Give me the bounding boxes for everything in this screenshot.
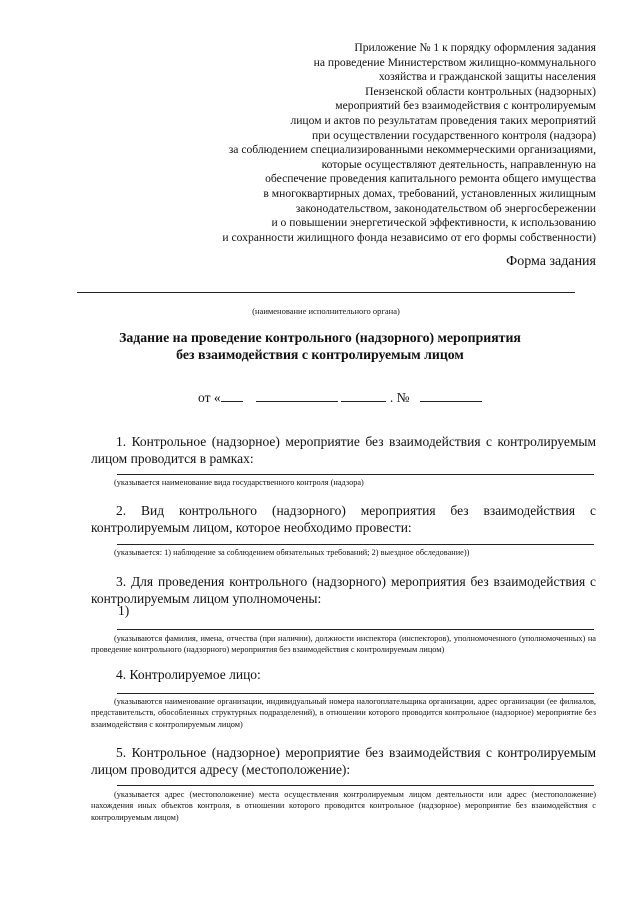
section-1-field-line[interactable] [117,474,594,475]
header-line: лицом и актов по результатам проведения таких мероприятий [290,113,596,127]
header-line: мероприятий без взаимодействия с контролируемым [335,99,596,113]
year-field[interactable] [341,388,386,402]
date-number-line [198,388,482,406]
header-line: хозяйства и гражданской защиты населения [378,70,596,84]
section-4-note: (указываются наименование организации, индивидуальный номера налогоплательщика организации, адрес организации (ее филиалов, представительств, обособленных структурных подразделений), в отношении которого проводится контрольное (надзорное) мероприятие без взаимодействия с контролируемым лицом) [91,697,596,729]
org-name-caption: (наименование исполнительного органа) [252,306,400,316]
section-5-field-line[interactable] [117,785,594,786]
date-prefix: от « [198,390,221,405]
section-3-note: (указываются фамилия, имена, отчества (при наличии), должности инспектора (инспекторов), уполномоченного (уполномоченных) на проведение контрольного (надзорного) мероприятия без взаимодействия с контролируемым лицом) [91,634,596,655]
header-line: обеспечение проведения капитального ремонта общего имущества [265,172,596,186]
section-5-text: 5. Контрольное (надзорное) мероприятие без взаимодействия с контролируемым лицом проводится адресу (местоположение): [91,745,596,777]
number-field[interactable] [420,388,482,402]
header-line: которые осуществляют деятельность, направленную на [321,157,596,171]
header-line: Пензенской области контрольных (надзорных) [365,84,596,98]
day-field[interactable] [221,388,243,402]
header-line: и о повышении энергетической эффективности, к использованию [271,216,596,230]
section-3-text: 3. Для проведения контрольного (надзорного) мероприятия без взаимодействия с контролируемым лицом уполномочены: [91,574,596,606]
section-1-note: (указывается наименование вида государственного контроля (надзора) [114,478,364,487]
section-2-field-line[interactable] [117,544,594,545]
header-line: при осуществлении государственного контроля (надзора) [312,128,596,142]
header-line: и сохранности жилищного фонда независимо от его формы собственности) [222,230,596,244]
section-2-note: (указывается: 1) наблюдение за соблюдением обязательных требований; 2) выездное обследование)) [114,548,470,557]
month-field[interactable] [256,388,338,402]
section-4-field-line[interactable] [117,693,594,694]
form-label: Форма задания [506,254,596,269]
org-name-field-line[interactable] [77,292,575,293]
header-line: за соблюдением специализированными некоммерческими организациями, [228,143,596,157]
section-3-field-line[interactable] [117,629,594,630]
number-label: . № [389,390,410,405]
header-line: в многоквартирных домах, требований, установленных жилищным [263,186,596,200]
section-5-note: (указывается адрес (местоположение) места осуществления контролируемым лицом деятельности или адрес (местоположение) нахождения иных объектов контроля, в отношении которого проводится контрольное (надзорное) мероприятие без взаимодействия с контролируемым лицом) [91,790,596,822]
appendix-header [166,41,596,245]
title-line-1: Задание на проведение контрольного (надзорного) мероприятия [119,330,521,345]
header-line: на проведение Министерством жилищно-коммунального [313,55,596,69]
section-4-text: 4. Контролируемое лицо: [116,667,261,682]
document-title [60,329,580,363]
header-line: законодательством, законодательством об энергосбережении [295,201,596,215]
title-line-2: без взаимодействия с контролируемым лицом [176,347,464,362]
section-3-item-1: 1) [118,603,130,618]
header-line: Приложение № 1 к порядку оформления задания [354,41,596,54]
section-2-text: 2. Вид контрольного (надзорного) мероприятия без взаимодействия с контролируемым лицом, которое необходимо провести: [91,503,596,535]
section-1-text: 1. Контрольное (надзорное) мероприятие без взаимодействия с контролируемым лицом проводится в рамках: [91,434,596,466]
